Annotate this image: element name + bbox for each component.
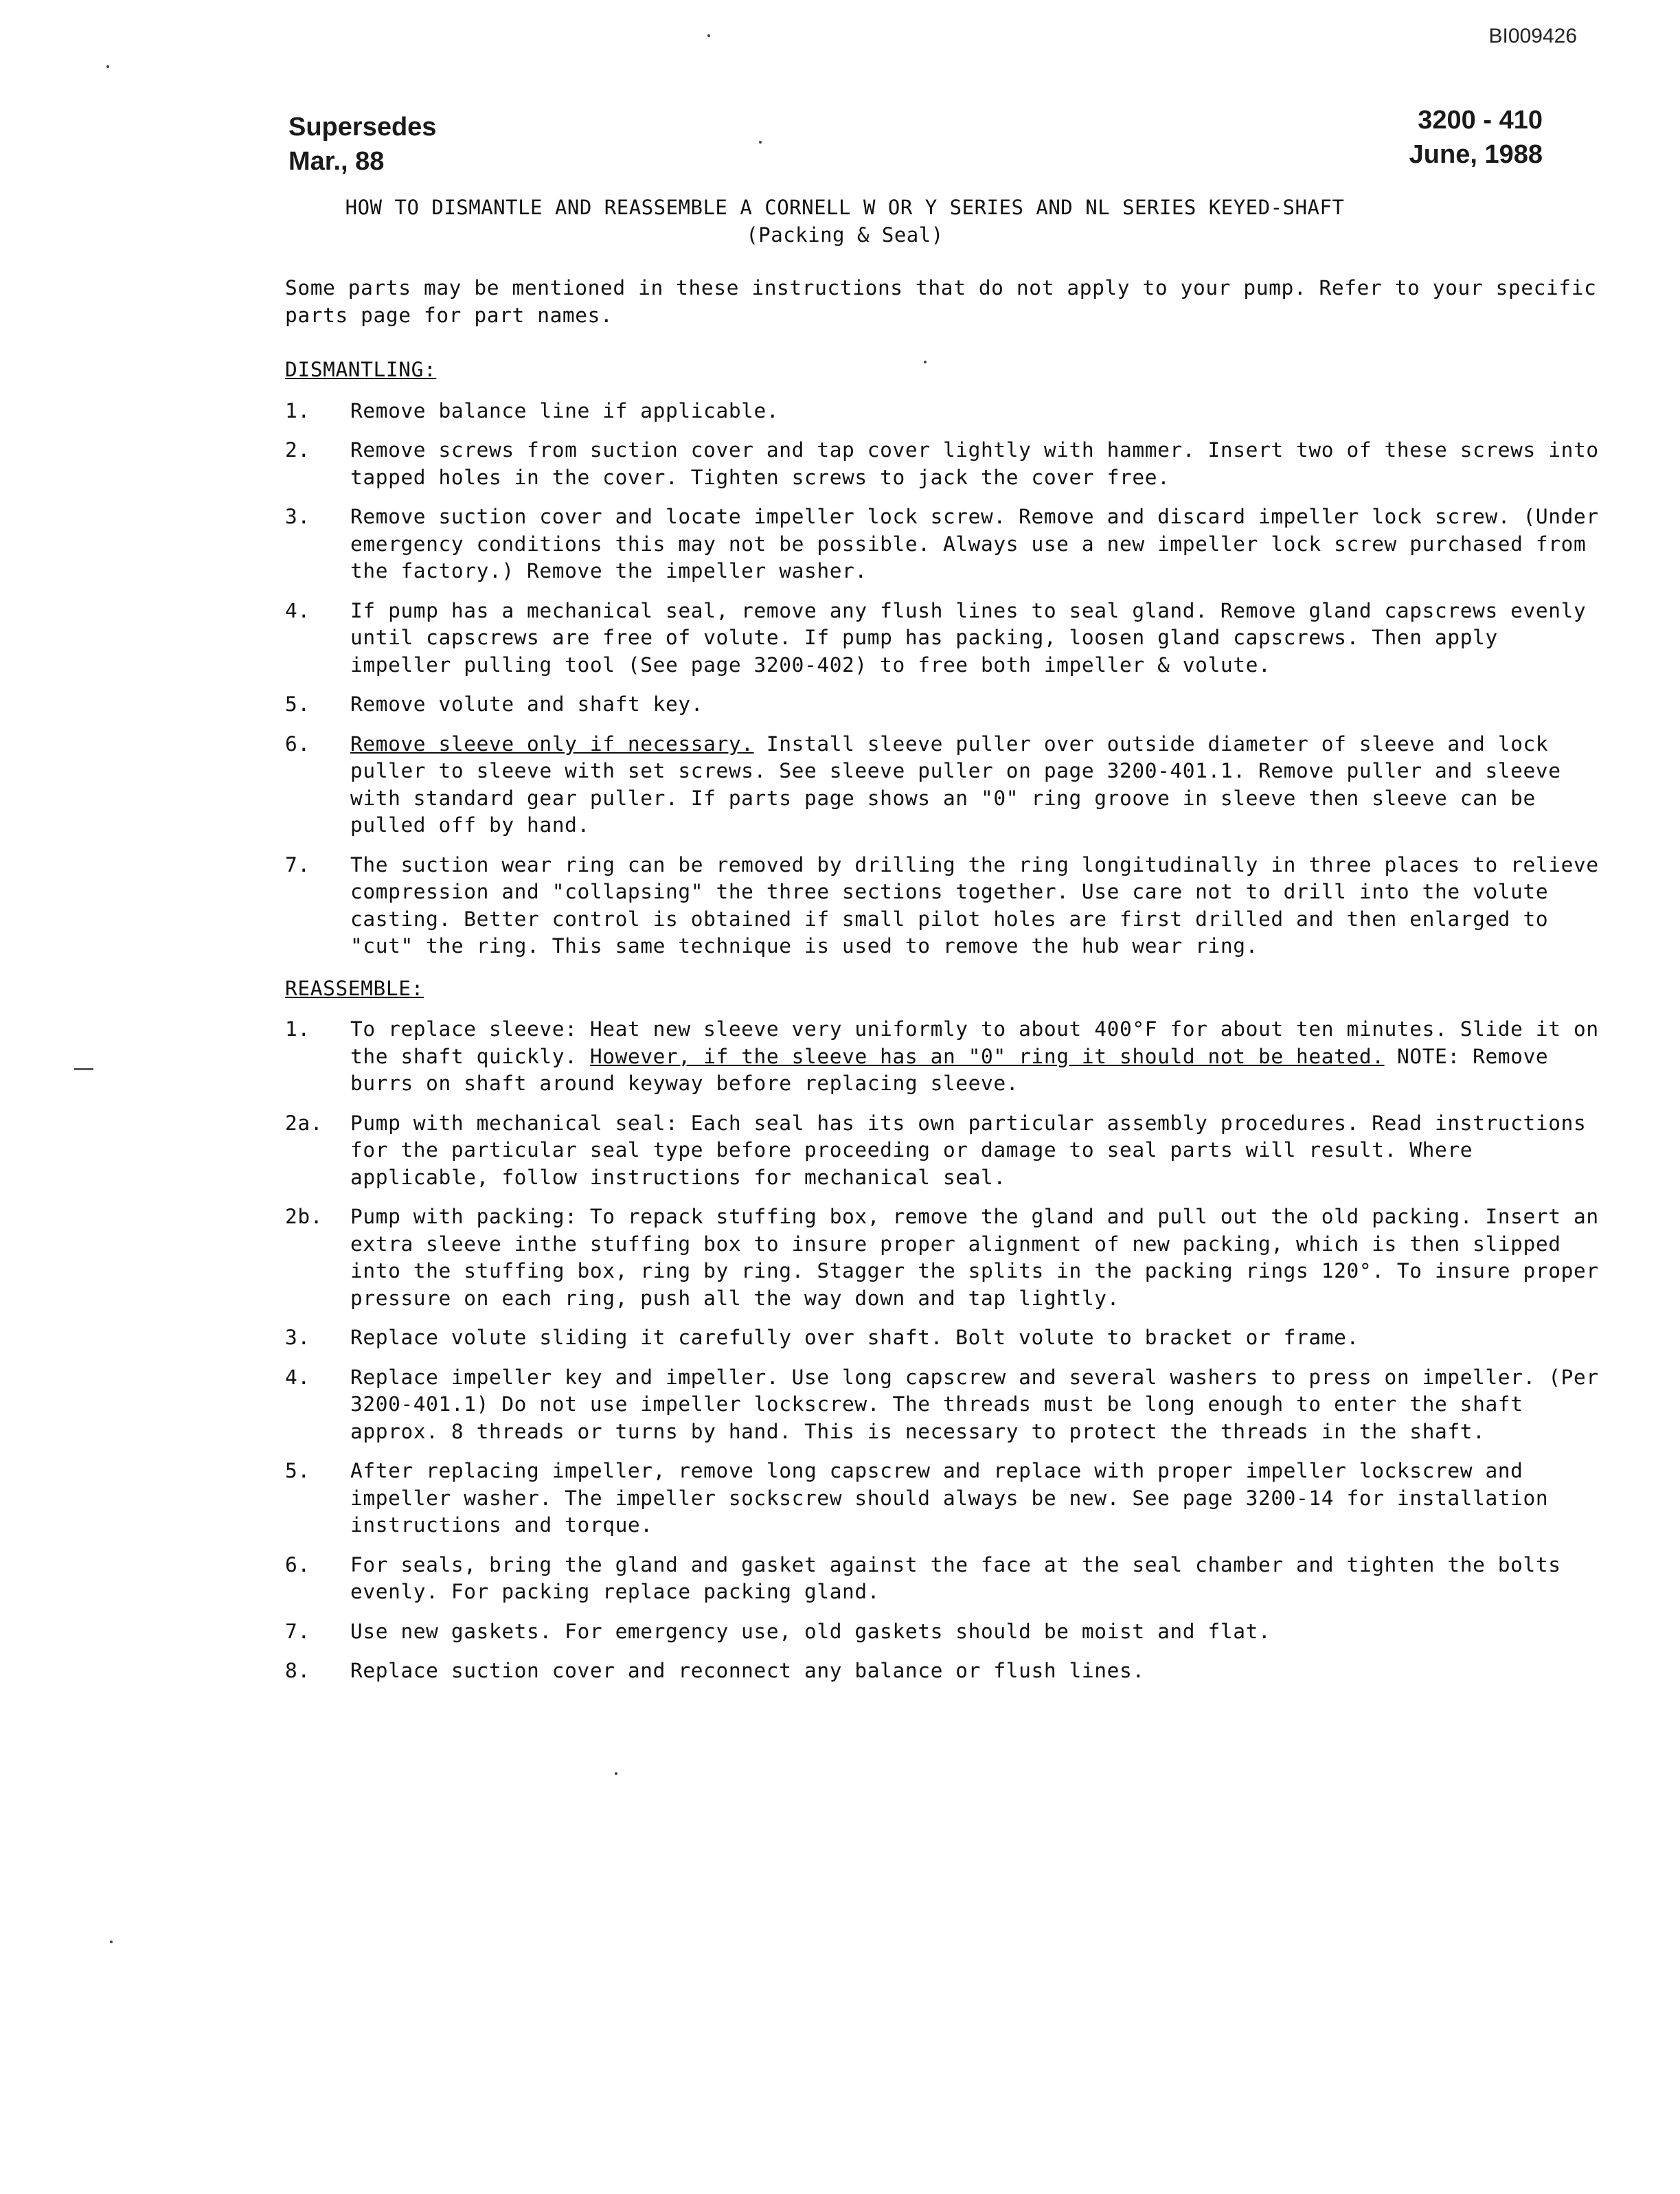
page-date: June, 1988	[1409, 140, 1543, 169]
step-text: Replace impeller key and impeller. Use long capscrew and several washers to press on impeller. (Per 3200-401.1) Do not use impeller lockscrew. The threads must be long enough to enter the shaft approx. 8 threads or turns by hand. This is necessary to protect the threads in the shaft.	[350, 1365, 1599, 1443]
step-text-rest: Install sleeve puller over outside diameter of sleeve and lock puller to sleeve with set screws. See sleeve puller on page 3200-401.1. Remove puller and sleeve with standard gear puller. If parts page shows an "0" ring groove in sleeve then sleeve can be pulled off by hand.	[350, 732, 1561, 837]
step-number: 3.	[285, 505, 310, 528]
step-text: Pump with mechanical seal: Each seal has its own particular assembly procedures. Read instructions for the particular seal type before proceeding or damage to seal parts will result. Where applicable, follow instructions for mechanical seal.	[350, 1111, 1587, 1189]
step-number: 4.	[285, 598, 310, 622]
list-item	[285, 731, 1604, 839]
list-item	[285, 1658, 1604, 1685]
supersedes-block	[288, 110, 436, 179]
list-item	[285, 852, 1604, 960]
title-line-2: (Packing & Seal)	[746, 223, 944, 247]
step-number: 1.	[285, 1017, 310, 1041]
step-underlined-text: Remove sleeve only if necessary.	[350, 732, 754, 756]
scan-speck	[106, 65, 109, 68]
step-number: 1.	[285, 398, 310, 422]
step-underlined-text: However, if the sleeve has an "0" ring it should not be heated.	[589, 1044, 1385, 1068]
step-text: If pump has a mechanical seal, remove any flush lines to seal gland. Remove gland capscrews evenly until capscrews are free of volute. If pump has packing, loosen gland capscrews. Then apply impeller pulling tool (See page 3200-402) to free both impeller & volute.	[350, 598, 1587, 677]
list-item	[285, 1618, 1604, 1646]
step-text: Remove suction cover and locate impeller lock screw. Remove and discard impeller lock screw. (Under emergency conditions this may not be possible. Always use a new impeller lock screw purchased from the factory.) Remove the impeller washer.	[350, 505, 1599, 583]
supersedes-date: Mar., 88	[288, 147, 385, 176]
step-text: Remove balance line if applicable.	[350, 398, 780, 422]
list-item	[285, 1552, 1604, 1606]
step-number: 5.	[285, 692, 310, 716]
step-number: 2a.	[285, 1111, 323, 1135]
document-title	[288, 194, 1401, 249]
intro-paragraph: Some parts may be mentioned in these instructions that do not apply to your pump. Refer to your specific parts page for part names.	[285, 276, 1597, 327]
step-text: Remove volute and shaft key.	[350, 692, 704, 716]
step-number: 6.	[285, 732, 310, 756]
step-text-after: NOTE: Remove burrs on shaft around keyway before replacing sleeve.	[350, 1044, 1549, 1095]
list-item	[285, 398, 1604, 425]
dismantling-steps	[285, 398, 1604, 960]
step-number: 5.	[285, 1459, 310, 1482]
list-item	[285, 437, 1604, 491]
step-number: 3.	[285, 1326, 310, 1349]
step-number: 7.	[285, 1619, 310, 1643]
scan-speck	[759, 141, 762, 144]
step-text: Use new gaskets. For emergency use, old gaskets should be moist and flat.	[350, 1619, 1271, 1643]
step-text: Pump with packing: To repack stuffing box, remove the gland and pull out the old packing. Insert an extra sleeve inthe stuffing box to insure proper alignment of new packing, which is then slipped into the stuffing box, ring by ring. Stagger the splits in the packing rings 120°. To insure proper pressure on each ring, push all the way down and tap lightly.	[350, 1205, 1599, 1310]
list-item	[285, 691, 1604, 719]
step-number: 7.	[285, 852, 310, 877]
list-item	[285, 1324, 1604, 1352]
page-reference-block	[1409, 103, 1543, 172]
document-id: BI009426	[1488, 25, 1577, 47]
step-number: 2b.	[285, 1205, 323, 1228]
scan-speck	[924, 361, 927, 363]
page-number: 3200 - 410	[1418, 106, 1543, 135]
step-text: Replace suction cover and reconnect any balance or flush lines.	[350, 1659, 1145, 1682]
document-body	[285, 275, 1604, 1697]
step-text: Replace volute sliding it carefully over shaft. Bolt volute to bracket or frame.	[350, 1326, 1359, 1349]
step-text: For seals, bring the gland and gasket against the face at the seal chamber and tighten the bolts evenly. For packing replace packing gland.	[350, 1552, 1561, 1603]
step-number: 8.	[285, 1659, 310, 1682]
step-text	[350, 1016, 1604, 1098]
scan-mark	[74, 1068, 93, 1070]
scan-speck	[110, 1941, 113, 1943]
scan-speck	[615, 1772, 617, 1775]
step-number: 2.	[285, 438, 310, 462]
supersedes-label: Supersedes	[288, 113, 437, 142]
step-text: After replacing impeller, remove long capscrew and replace with proper impeller lockscrew and impeller washer. The impeller sockscrew should always be new. See page 3200-14 for installation instructions and torque.	[350, 1459, 1549, 1537]
reassemble-heading: REASSEMBLE:	[285, 976, 424, 1000]
list-item	[285, 1203, 1604, 1312]
step-text-before: To replace sleeve: Heat new sleeve very uniformly to about 400°F for about ten minutes. Slide it on the shaft quickly.	[350, 1017, 1599, 1068]
step-text: The suction wear ring can be removed by drilling the ring longitudinally in three places to relieve compression and "collapsing" the three sections together. Use care not to drill into the volute casting. Better control is obtained if small pilot holes are first drilled and then enlarged to "cut" the ring. This same technique is used to remove the hub wear ring.	[350, 852, 1599, 958]
title-line-1: HOW TO DISMANTLE AND REASSEMBLE A CORNELL W OR Y SERIES AND NL SERIES KEYED-SHAFT	[345, 196, 1345, 219]
step-number: 6.	[285, 1552, 310, 1576]
reassemble-steps	[285, 1016, 1604, 1685]
step-number: 4.	[285, 1365, 310, 1389]
step-text: Remove screws from suction cover and tap cover lightly with hammer. Insert two of these screws into tapped holes in the cover. Tighten screws to jack the cover free.	[350, 438, 1599, 489]
list-item	[285, 1364, 1604, 1446]
dismantling-heading: DISMANTLING:	[285, 358, 437, 381]
list-item	[285, 1110, 1604, 1192]
list-item	[285, 598, 1604, 679]
scan-speck	[707, 34, 710, 37]
list-item	[285, 1458, 1604, 1539]
list-item	[285, 504, 1604, 585]
step-text	[350, 731, 1604, 839]
list-item	[285, 1016, 1604, 1098]
